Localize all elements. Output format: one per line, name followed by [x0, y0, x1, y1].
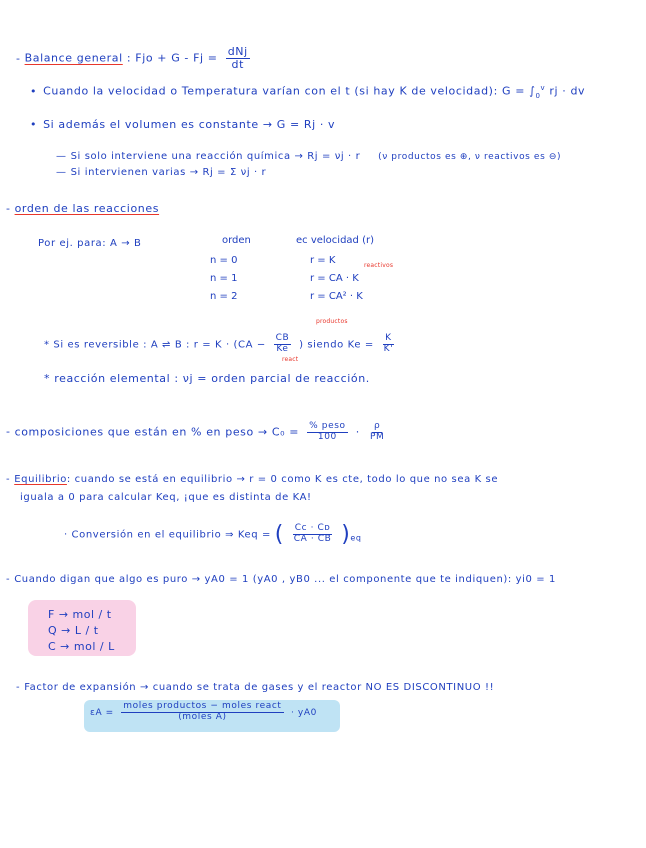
react-annotation: react [282, 356, 299, 363]
rate-item: r = K [310, 255, 336, 266]
elemental-line: * reacción elemental : νj = orden parcial de reacción. [44, 372, 370, 385]
orden-label: orden de las reacciones [14, 202, 160, 215]
reversible-text: * Si es reversible : A ⇌ B : r = K · (CA − [44, 339, 266, 351]
siendo-text: ) siendo Ke = [299, 339, 374, 351]
fraction-denominator: Ke [276, 343, 289, 354]
bullet-text: Si además el volumen es constante → G = Rj · v [43, 118, 336, 131]
equilibrio-text: : cuando se está en equilibrio → r = 0 como K es cte, todo lo que no sea K se [66, 474, 499, 485]
equilibrio-line-1: - Equilibrio: cuando se está en equilibrio → r = 0 como K es cte, todo lo que no sea K se [6, 474, 499, 485]
fraction-numerator: ρ [374, 421, 381, 431]
reversible-line [44, 334, 399, 355]
expansion-formula-box [84, 700, 340, 732]
composiciones-fraction-1 [307, 422, 347, 443]
rate-item: r = CA² · K [310, 291, 363, 302]
bullet-temperature: • Cuando la velocidad o Temperatura varían con el t (si hay K de velocidad): $G = \int_0^v$ rj · dv [30, 84, 586, 100]
expansion-line: - Factor de expansión → cuando se trata de gases y el reactor NO ES DISCONTINUO !! [16, 682, 495, 693]
sub-note: (ν productos es ⊕, ν reactivos es ⊖) [378, 152, 562, 162]
bullet-text: Cuando la velocidad o Temperatura varían con el t (si hay K de velocidad): G = ∫ [43, 84, 536, 98]
puro-text: Cuando digan que algo es puro → yA0 = 1 (yA0 , yB0 ... el componente que te indiquen): yi0 = 1 [14, 574, 557, 585]
orden-example: Por ej. para: A → B [38, 238, 142, 249]
fraction-numerator: K [385, 333, 392, 343]
conversion-line: · Conversión en el equilibrio ⇒ Keq = ( $\frac{\text{Cc · Cᴅ}}{CA \cdot CB}$ )$_{eq}$ [64, 522, 362, 547]
orden-column [222, 232, 251, 250]
bullet-text-end: rj · dv [549, 84, 586, 98]
expansion-fraction [121, 702, 283, 723]
orden-column-header: orden [222, 235, 251, 246]
ec-column-header: ec velocidad (r) [296, 235, 374, 246]
composiciones-line: - composiciones que están en % en peso → C₀ = $\frac{\text{\% peso}}{100}$ · $\frac{\rho}{PM}$ [6, 421, 385, 442]
composiciones-fraction-2 [368, 422, 386, 443]
productos-annotation: productos [316, 318, 348, 325]
orden-heading: - orden de las reacciones [6, 202, 160, 215]
balance-equation: : Fjo + G - Fj = [126, 51, 218, 65]
rate-item: r = CA · K [310, 273, 359, 284]
unit-row: Q → L / t [48, 624, 99, 637]
sub-single-reaction: — Si solo interviene una reacción química → Rj = νj · r (ν productos es ⊕, ν reactivos es ⊖) [56, 151, 562, 162]
equilibrio-label: Equilibrio [14, 474, 67, 485]
fraction-denominator: 100 [317, 431, 337, 442]
keq-fraction [292, 524, 334, 545]
fraction-numerator: CB [275, 333, 290, 343]
eq-subscript: eq [350, 533, 362, 543]
formula-rhs: · yA0 [291, 707, 317, 718]
puro-line: - Cuando digan que algo es puro → yA0 = 1 (yA0 , yB0 ... el componente que te indiquen): yi0 = 1 [6, 574, 557, 585]
reactivos-annotation: reactivos [364, 262, 394, 269]
fraction-denominator: CA · CB [293, 534, 332, 544]
formula-lhs: εA = [90, 707, 114, 718]
balance-heading: - Balance general : Fjo + G - Fj = $\frac{\text{dNj}}{dt}$ [16, 45, 248, 72]
fraction-numerator: dNj [227, 45, 248, 58]
sub-multiple-reactions: — Si intervienen varias → Rj = Σ νj · r [56, 167, 267, 178]
equilibrio-line-2: iguala a 0 para calcular Keq, ¡que es distinta de KA! [20, 492, 312, 503]
order-item: n = 1 [210, 273, 238, 284]
order-item: n = 0 [210, 255, 238, 266]
balance-fraction [226, 46, 250, 71]
expansion-formula [90, 702, 317, 723]
orders-list [210, 252, 237, 306]
expansion-text: Factor de expansión → cuando se trata de gases y el reactor NO ES DISCONTINUO !! [24, 682, 495, 693]
fraction-denominator: PM [369, 431, 385, 442]
fraction-numerator: moles productos − moles react [123, 701, 282, 711]
dot: · [355, 425, 360, 439]
conversion-text: · Conversión en el equilibrio ⇒ Keq = [64, 529, 271, 541]
fraction-denominator: K' [383, 343, 394, 354]
units-highlight-box [28, 600, 136, 656]
balance-label: Balance general [24, 51, 123, 65]
fraction-numerator: % peso [309, 421, 346, 431]
fraction-denominator: (moles A) [178, 711, 227, 722]
fraction-numerator: Cc · Cᴅ [294, 523, 331, 534]
fraction-denominator: dt [231, 58, 244, 72]
reversible-fraction [274, 334, 292, 355]
bullet-volume: • Si además el volumen es constante → G = Rj · v [30, 118, 336, 131]
order-item: n = 2 [210, 291, 238, 302]
unit-row: F → mol / t [48, 608, 112, 621]
sub-text: Si intervienen varias → Rj = Σ νj · r [70, 167, 267, 178]
rates-list [310, 252, 363, 306]
composiciones-text: composiciones que están en % en peso → C₀ = [14, 425, 300, 439]
ec-column [296, 232, 374, 250]
sub-text: Si solo interviene una reacción química → Rj = νj · r [70, 151, 361, 162]
ke-fraction [382, 334, 396, 355]
unit-row: C → mol / L [48, 640, 115, 653]
